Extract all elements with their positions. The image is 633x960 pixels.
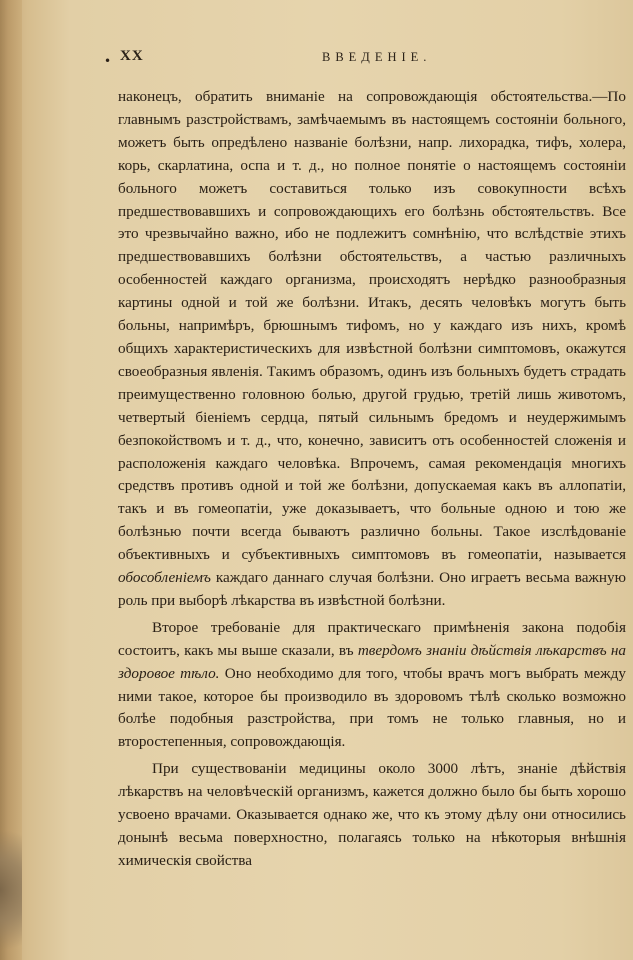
paragraph-2-text: Второе требованіе для практическаго примѣненія закона подобія состоитъ, какъ мы выше сказали, въ — [118, 618, 626, 659]
page-number: XX — [120, 48, 144, 64]
paragraph-3 — [118, 758, 626, 873]
paragraph-1 — [118, 86, 626, 613]
paragraph-1-text: наконецъ, обратить вниманіе на сопровождающія обстоятельства.—По главнымъ разстройствамъ, замѣчаемымъ въ настоящемъ состояніи больного, можетъ быть опредѣлено названіе болѣзни, напр. лихорадка, тифъ, холера, корь, скарлатина, оспа и т. д., но полное понятіе о настоящемъ состояніи больного можетъ составиться только изъ совокупности всѣхъ предшествовавшихъ и сопровождающихъ его болѣзнь обстоятельствъ. Все это чрезвычайно важно, ибо не подлежитъ сомнѣнію, что вслѣдствіе этихъ предшествовавшихъ болѣзни обстоятельствъ, а частью различныхъ особенностей каждаго организма, происходятъ нерѣдко разнообразныя картины одной и той же болѣзни. Итакъ, десять человѣкъ могутъ быть больны, напримѣръ, брюшнымъ тифомъ, но у каждаго изъ нихъ, кромѣ общихъ характеристическихъ для извѣстной болѣзни симптомовъ, окажутся своеобразныя явленія. Такимъ образомъ, одинъ изъ больныхъ будетъ страдать преимущественно головною болью, другой грудью, третій лишь животомъ, четвертый біеніемъ сердца, пятый сильнымъ бредомъ и неудержимымъ безпокойствомъ и т. д., что, конечно, зависитъ отъ особенностей сложенія и расположенія каждаго человѣка. Впрочемъ, самая рекомендація многихъ средствъ противъ одной и той же болѣзни, допускаемая какъ въ аллопатіи, такъ и въ гомеопатіи, уже доказываетъ, что больные одною и тою же болѣзнью почти всегда бываютъ различно больны. Такое изслѣдованіе объективныхъ и субъективныхъ симптомовъ въ гомеопатіи, называется — [118, 88, 626, 564]
running-head: ВВЕДЕНІЕ. — [322, 50, 432, 64]
page-edge-stain — [0, 820, 22, 960]
header-dot: • — [104, 54, 112, 68]
paragraph-3-text: При существованіи медицины около 3000 лѣтъ, знаніе дѣйствія лѣкарствъ на человѣческій организмъ, кажется должно было бы быть хорошо усвоено врачами. Оказывается однако же, что къ этому дѣлу они относились донынѣ весьма поверхностно, полагаясь только на нѣкоторыя внѣшнія химическія свойства — [118, 760, 626, 869]
paragraph-2-italic: твердомъ знаніи дѣйствія лѣкарствъ на здоровое тѣло. — [118, 641, 626, 682]
page-header — [104, 48, 607, 72]
page-gutter-shadow — [0, 0, 22, 960]
paragraph-2 — [118, 617, 626, 754]
body-text — [118, 86, 626, 873]
paragraph-1-italic: обособленіемъ — [118, 569, 211, 587]
paragraph-1-text-end: каждаго даннаго случая болѣзни. Оно играетъ весьма важную роль при выборѣ лѣкарства въ извѣстной болѣзни. — [118, 569, 626, 609]
paragraph-2-text-end: Оно необходимо для того, чтобы врачъ могъ выбрать между ними такое, которое бы производило въ здоровомъ тѣлѣ сколько возможно болѣе подобныя разстройства, при томъ не только главныя, но и второстепенныя, сопровождающія. — [118, 664, 626, 751]
